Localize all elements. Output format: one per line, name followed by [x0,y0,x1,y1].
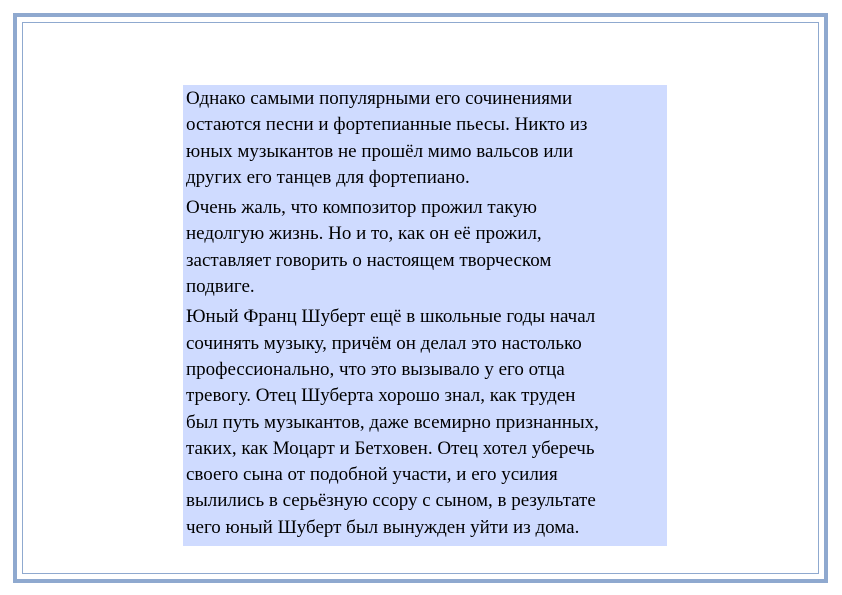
text-line: тревогу. Отец Шуберта хорошо знал, как труден [186,385,576,407]
text-line: Очень жаль, что композитор прожил такую [186,197,537,219]
text-block [183,85,667,546]
text-line: своего сына от подобной участи, и его усилия [186,464,558,486]
paragraph-3 [186,304,663,541]
text-line: юных музыкантов не прошёл мимо вальсов или [186,140,574,162]
text-line: остаются песни и фортепианные пьесы. Никто из [186,114,588,136]
text-line: вылились в серьёзную ссору с сыном, в результате [186,490,596,512]
text-line: чего юный Шуберт был вынужден уйти из дома. [186,516,580,538]
text-line: подвиге. [186,276,255,298]
text-line: других его танцев для фортепиано. [186,166,470,188]
text-line: Однако самыми популярными его сочинениями [186,88,573,109]
text-line: таких, как Моцарт и Бетховен. Отец хотел уберечь [186,437,595,459]
text-line: профессионально, что это вызывало у его отца [186,358,565,380]
text-line: заставляет говорить о настоящем творческом [186,249,552,271]
paragraph-2 [186,195,663,300]
paragraph-1 [186,86,663,191]
text-line: недолгую жизнь. Но и то, как он её прожил, [186,223,542,245]
text-line: сочинять музыку, причём он делал это настолько [186,332,582,354]
text-line: был путь музыкантов, даже всемирно признанных, [186,411,599,433]
text-line: Юный Франц Шуберт ещё в школьные годы начал [186,306,596,328]
